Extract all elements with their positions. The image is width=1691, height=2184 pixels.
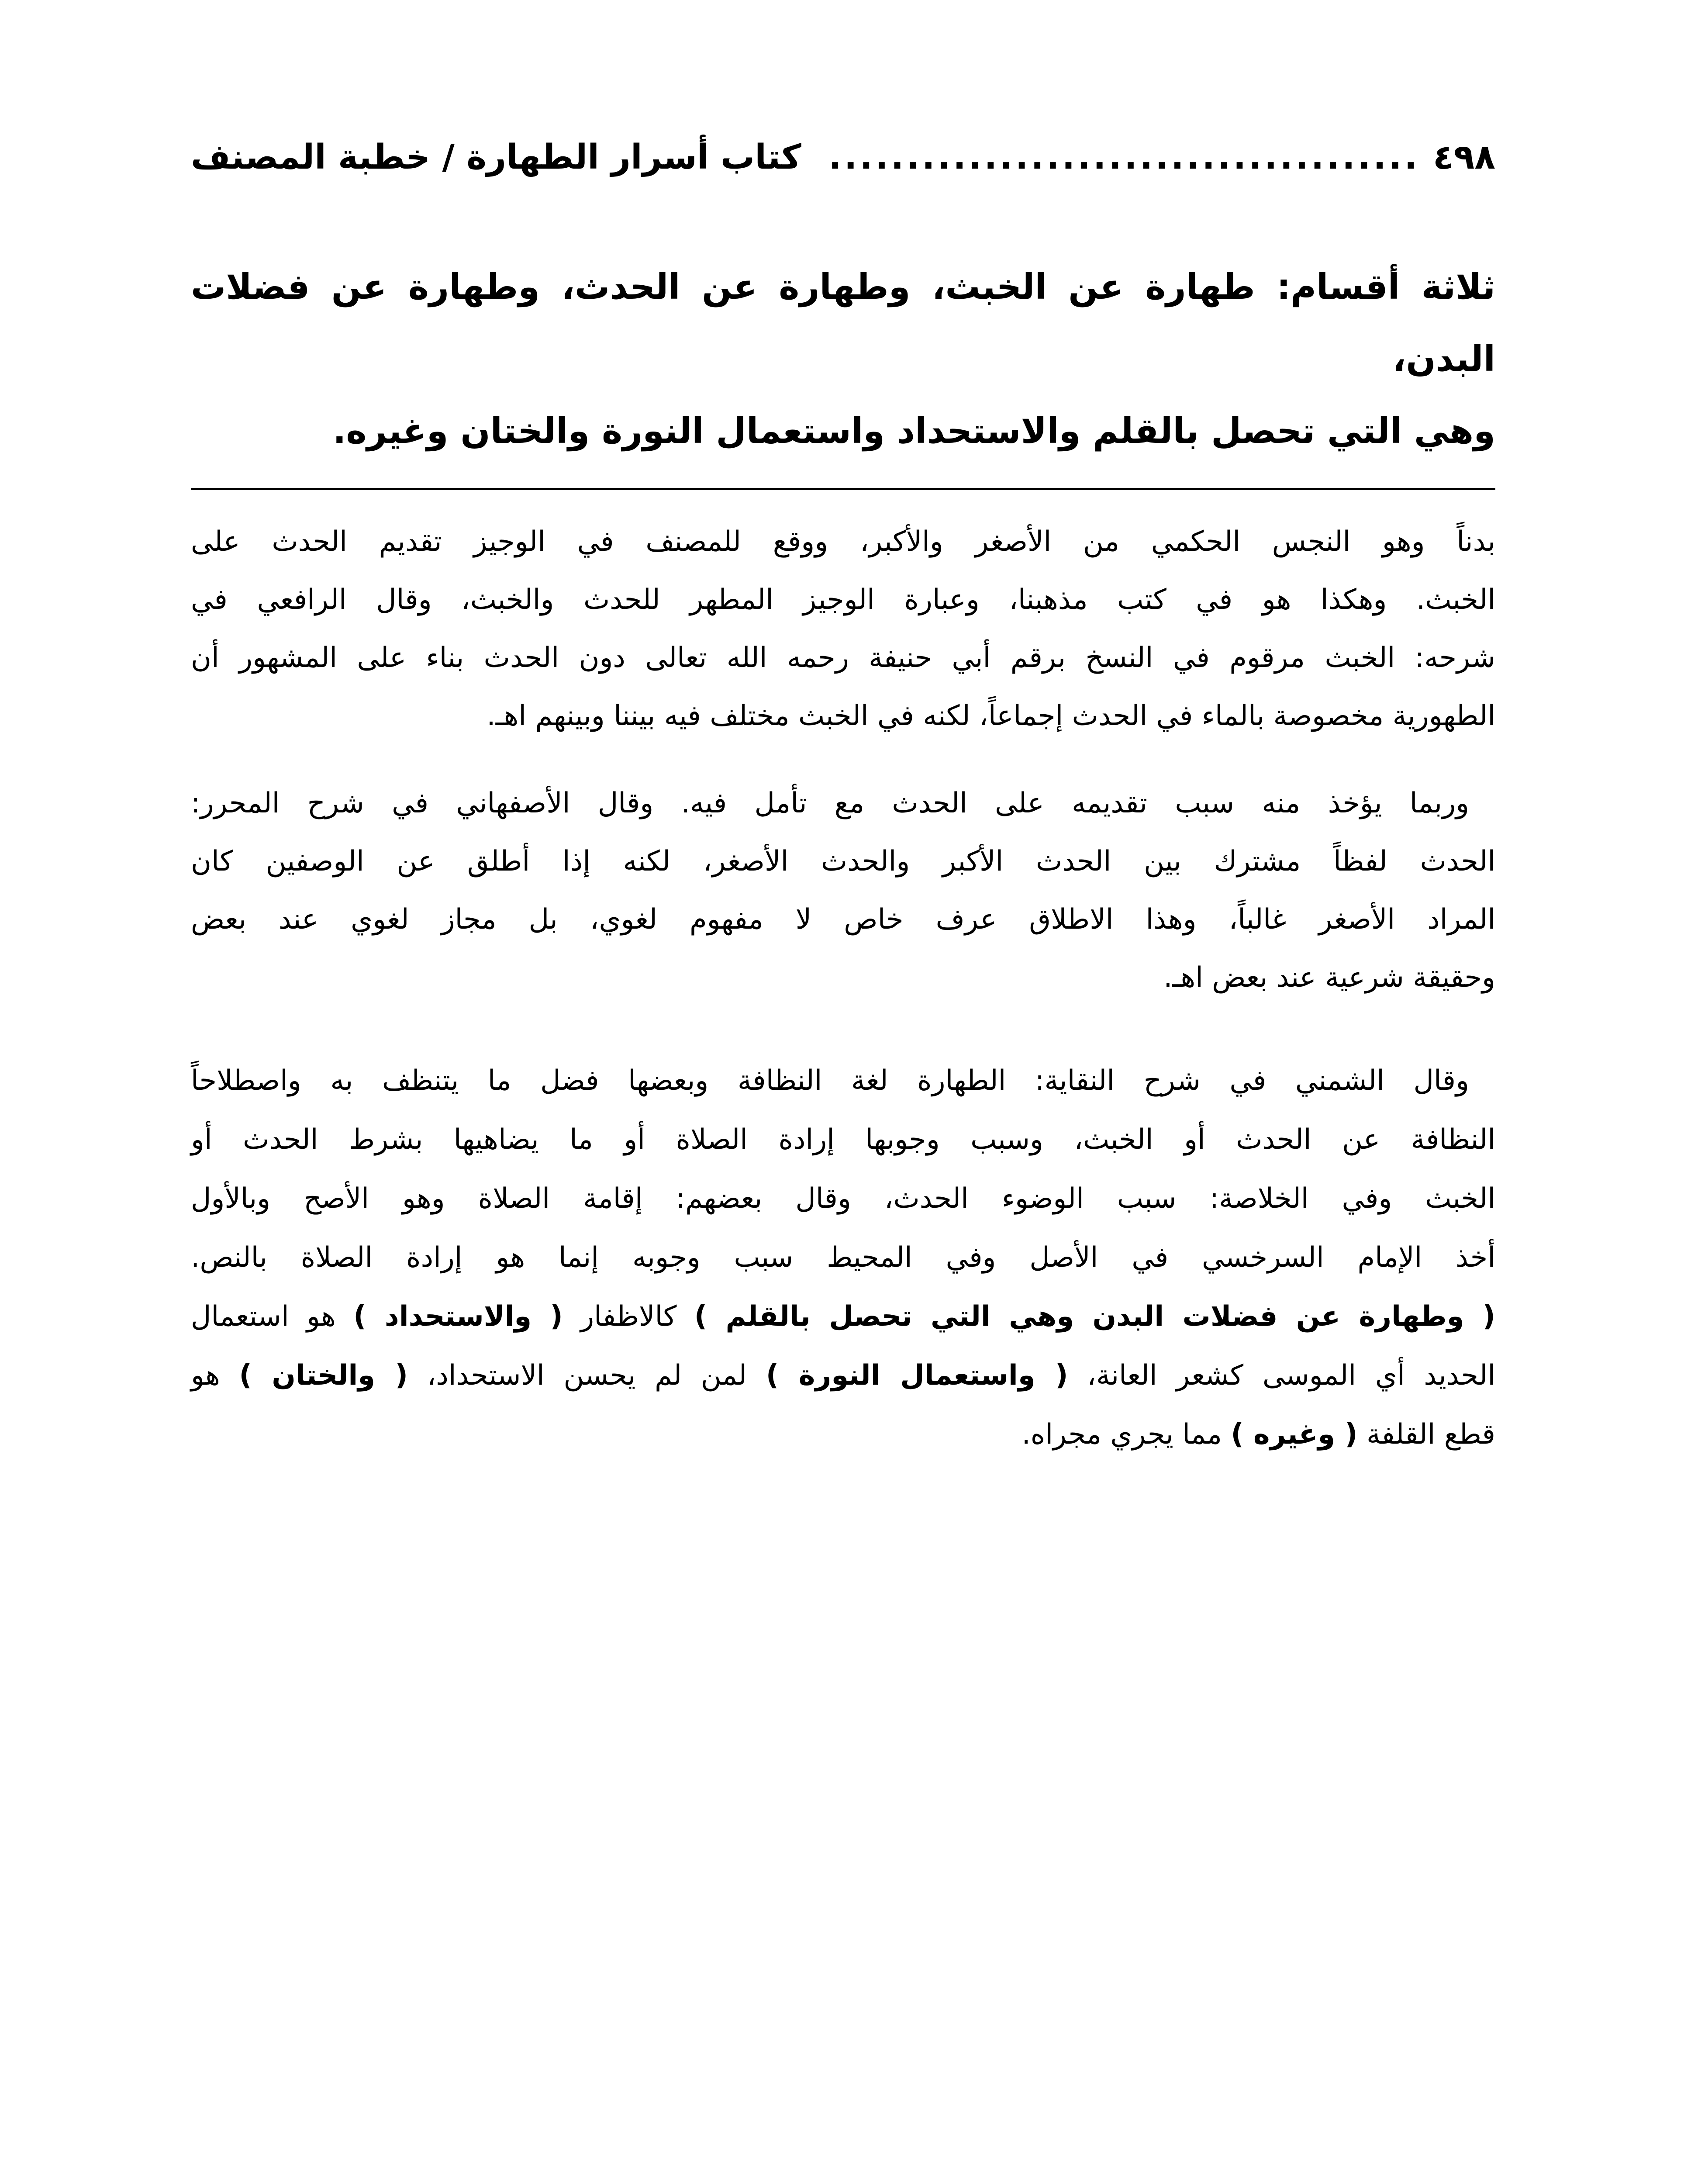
- commentary-line: [191, 1287, 1495, 1346]
- quoted-matn: ( وغيره ): [1231, 1418, 1358, 1451]
- commentary-line: [191, 1405, 1495, 1464]
- commentary-text: كالاظفار: [563, 1300, 694, 1333]
- main-text: [191, 251, 1495, 467]
- commentary-line: وقال الشمني في شرح النقاية: الطهارة لغة النظافة وبعضها فضل ما يتنظف به واصطلاحاً: [191, 1064, 1469, 1097]
- commentary-line: الخبث. وهكذا هو في كتب مذهبنا، وعبارة الوجيز المطهر للحدث والخبث، وقال الرافعي في: [191, 584, 1495, 616]
- quoted-matn: ( واستعمال النورة ): [766, 1359, 1068, 1392]
- quoted-matn: ( والاستحداد ): [353, 1300, 563, 1333]
- commentary-text: الحديد أي الموسى كشعر العانة،: [1068, 1359, 1496, 1392]
- commentary-paragraph: [191, 1051, 1495, 1464]
- commentary-text: مما يجري مجراه.: [1022, 1418, 1231, 1451]
- quoted-matn: ( والختان ): [239, 1359, 408, 1392]
- commentary-text: هو استعمال: [191, 1300, 354, 1333]
- commentary-text: قطع القلفة: [1357, 1418, 1495, 1451]
- commentary-line: المراد الأصغر غالباً، وهذا الاطلاق عرف خاص لا مفهوم لغوي، بل مجاز لغوي عند بعض: [191, 903, 1495, 936]
- running-header: [191, 131, 1495, 183]
- commentary-text: هو: [191, 1359, 239, 1392]
- footnote-divider: [191, 488, 1495, 490]
- commentary-paragraph: [191, 513, 1495, 745]
- commentary-line: شرحه: الخبث مرقوم في النسخ برقم أبي حنيفة رحمه الله تعالى دون الحدث بناء على المشهور أن: [191, 642, 1495, 674]
- commentary-line: أخذ الإمام السرخسي في الأصل وفي المحيط سبب وجوبه إنما هو إرادة الصلاة بالنص.: [191, 1241, 1495, 1274]
- main-line: ثلاثة أقسام: طهارة عن الخبث، وطهارة عن الحدث، وطهارة عن فضلات البدن،: [191, 266, 1495, 379]
- commentary-line: الخبث وفي الخلاصة: سبب الوضوء الحدث، وقال بعضهم: إقامة الصلاة وهو الأصح وبالأول: [191, 1182, 1495, 1215]
- leader-dots: ......................................: [828, 138, 1420, 177]
- commentary-line: بدناً وهو النجس الحكمي من الأصغر والأكبر، ووقع للمصنف في الوجيز تقديم الحدث على: [191, 525, 1495, 558]
- page-number: ٤٩٨: [1433, 138, 1495, 177]
- quoted-matn: ( وطهارة عن فضلات البدن وهي التي تحصل بالقلم ): [694, 1300, 1496, 1333]
- commentary-line: الطهورية مخصوصة بالماء في الحدث إجماعاً، لكنه في الخبث مختلف فيه بيننا وبينهم اهـ.: [487, 700, 1495, 732]
- commentary-paragraph: [191, 774, 1495, 1007]
- commentary-line: وحقيقة شرعية عند بعض اهـ.: [1163, 961, 1495, 994]
- commentary-line: الحدث لفظاً مشترك بين الحدث الأكبر والحدث الأصغر، لكنه إذا أطلق عن الوصفين كان: [191, 845, 1495, 878]
- commentary-line: [191, 1346, 1495, 1405]
- running-title: كتاب أسرار الطهارة / خطبة المصنف: [191, 138, 801, 177]
- commentary-line: وربما يؤخذ منه سبب تقديمه على الحدث مع تأمل فيه. وقال الأصفهاني في شرح المحرر:: [191, 787, 1469, 819]
- commentary-line: النظافة عن الحدث أو الخبث، وسبب وجوبها إرادة الصلاة أو ما يضاهيها بشرط الحدث أو: [191, 1123, 1495, 1156]
- commentary-text: لمن لم يحسن الاستحداد،: [407, 1359, 766, 1392]
- main-line: وهي التي تحصل بالقلم والاستحداد واستعمال النورة والختان وغيره.: [333, 411, 1495, 451]
